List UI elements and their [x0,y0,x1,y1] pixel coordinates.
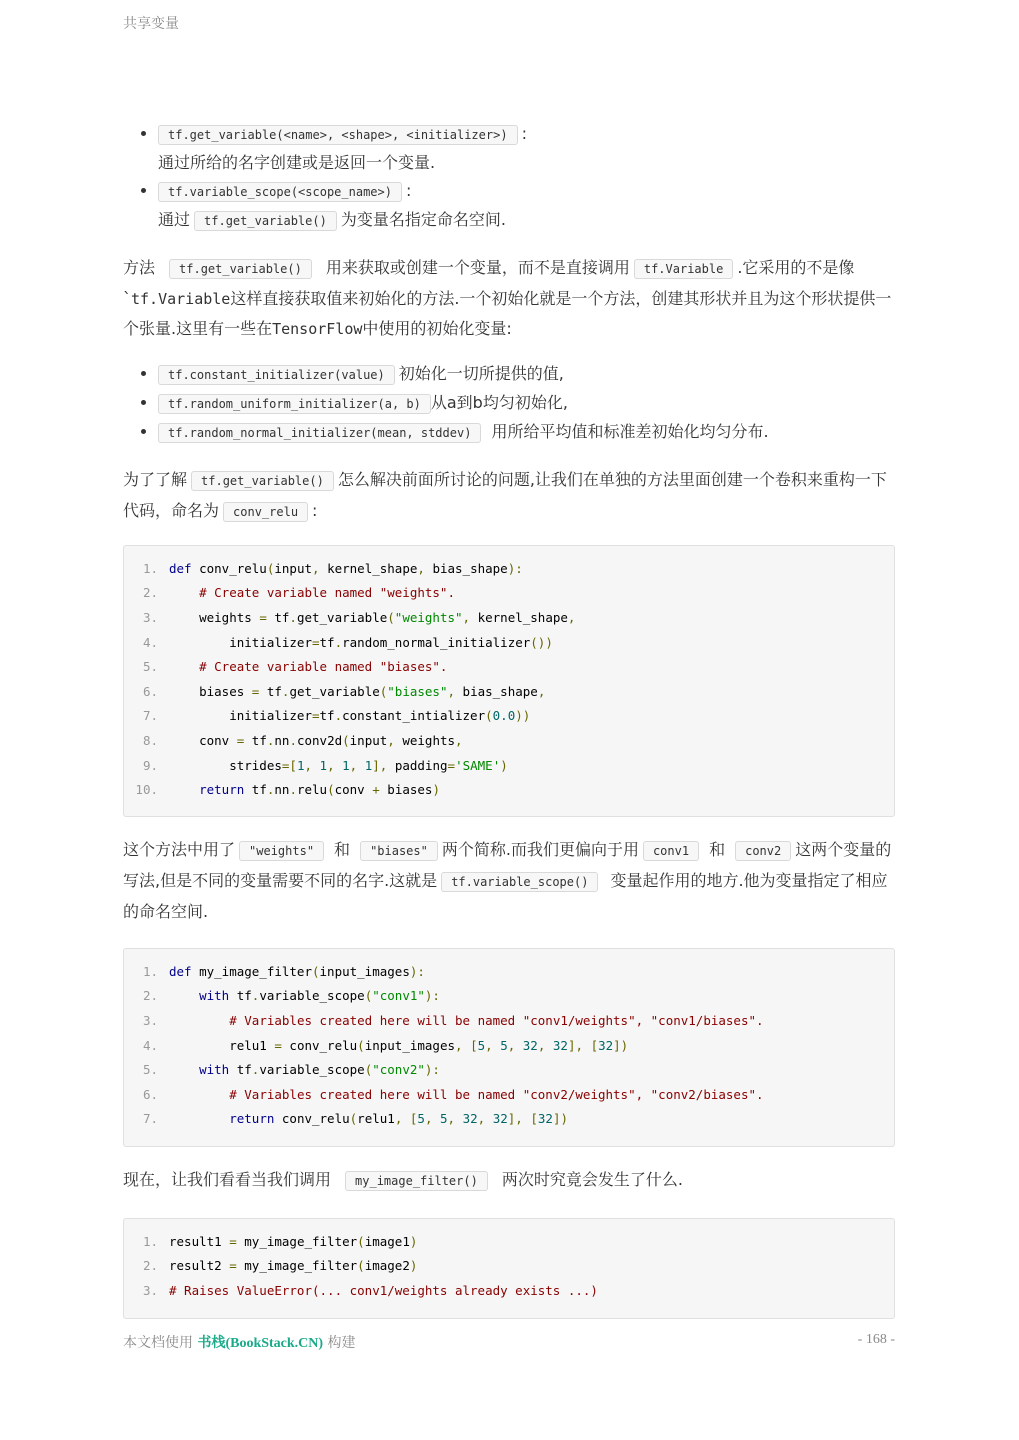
line-number: 4. [142,1037,158,1053]
code-block [123,545,895,817]
code-block [123,948,895,1147]
page-header: 共享变量 [123,16,179,32]
code-text: with tf.variable_scope("conv2"): [199,1062,440,1078]
line-number: 3. [142,609,158,625]
line-number: 7. [142,1111,158,1127]
code-text: # Create variable named "biases". [199,659,448,675]
inline-code: conv1 [643,841,699,861]
paragraph: 现在，让我们看看当我们调用 my_image_filter() 两次时究竟会发生了什么. [123,1170,683,1189]
code-text: biases = tf.get_variable("biases", bias_shape, [169,683,546,699]
line-number: 7. [142,708,158,724]
code-line [124,984,894,1009]
code-line [124,1082,894,1107]
line-number: 1. [142,1233,158,1249]
code-text: # Raises ValueError(... conv1/weights already exists ...) [169,1282,598,1298]
code-text: # Create variable named "weights". [199,585,455,601]
code-text: relu1 = conv_relu(input_images, [5, 5, 32, 32], [32]) [169,1037,629,1053]
code-text: def my_image_filter(input_images): [169,963,425,979]
inline-code: tf.random_uniform_initializer(a, b) [158,394,431,414]
inline-code: tf.get_variable() [194,211,337,231]
code-text: strides=[1, 1, 1, 1], padding='SAME') [169,757,508,773]
line-number: 10. [135,782,158,798]
page-content [123,120,895,1319]
code-block [123,1218,895,1319]
code-line [124,679,894,704]
code-text: result1 = my_image_filter(image1) [169,1233,418,1249]
code-text: return conv_relu(relu1, [5, 5, 32, 32], [32]) [229,1111,569,1127]
line-number: 5. [142,1062,158,1078]
inline-code: tf.random_normal_initializer(mean, stddev) [158,423,481,443]
inline-code: tf.get_variable(<name>, <shape>, <initializer>) [158,125,518,145]
code-line [124,777,894,802]
code-text: def conv_relu(input, kernel_shape, bias_shape): [169,560,523,576]
inline-code: tf.variable_scope(<scope_name>) [158,182,402,202]
list-item: • tf.constant_initializer(value) 初始化一切所提供的值, [158,360,895,389]
code-line [124,1229,894,1254]
code-line [124,654,894,679]
code-text: return tf.nn.relu(conv + biases) [199,782,440,798]
code-line [124,581,894,606]
inline-code: "weights" [239,841,324,861]
line-number: 2. [142,988,158,1004]
page-footer: 本文档使用 书栈(BookStack.CN) 构建 - 168 - [123,1332,895,1351]
code-line [124,1033,894,1058]
code-line [124,704,894,729]
code-line [124,1057,894,1082]
line-number: 3. [142,1012,158,1028]
line-number: 3. [142,1282,158,1298]
code-line [124,1278,894,1303]
code-text: result2 = my_image_filter(image2) [169,1258,418,1274]
code-line [124,728,894,753]
line-number: 6. [142,1086,158,1102]
inline-code: tf.Variable [634,259,733,279]
inline-code: tf.get_variable() [191,471,334,491]
bookstack-link[interactable]: 书栈(BookStack.CN) [197,1336,324,1351]
inline-code: "biases" [360,841,438,861]
list-item: • tf.variable_scope(<scope_name>) : 通过 tf.get_variable() 为变量名指定命名空间. [158,177,895,235]
code-line [124,605,894,630]
code-line [124,1008,894,1033]
code-text: # Variables created here will be named "conv1/weights", "conv1/biases". [229,1012,764,1028]
code-line [124,959,894,984]
code-line [124,1254,894,1279]
line-number: 2. [142,1258,158,1274]
api-bullet-list [123,120,895,235]
list-item-desc: 通过所给的名字创建或是返回一个变量. [158,153,436,172]
line-number: 8. [142,732,158,748]
code-text: weights = tf.get_variable("weights", kernel_shape, [169,609,576,625]
code-text: initializer=tf.constant_intializer(0.0)) [169,708,531,724]
paragraph: 这个方法中用了 "weights" 和 "biases" 两个简称.而我们更偏向于用 conv1 和 conv2 这两个变量的写法,但是不同的变量需要不同的名字.这就是 tf.variable_scope() 变量起作用的地方.他为变量指定了相应的命名空间. [123,840,892,921]
code-text: # Variables created here will be named "conv2/weights", "conv2/biases". [229,1086,764,1102]
code-line [124,630,894,655]
initializer-bullet-list [123,360,895,447]
inline-code: tf.constant_initializer(value) [158,365,395,385]
list-item: • tf.get_variable(<name>, <shape>, <initializer>) : 通过所给的名字创建或是返回一个变量. [158,120,895,177]
code-line [124,556,894,581]
code-line [124,1107,894,1132]
inline-code: tf.variable_scope() [441,872,598,892]
inline-code: conv_relu [223,502,308,522]
line-number: 9. [142,757,158,773]
line-number: 1. [142,963,158,979]
inline-code: tf.get_variable() [169,259,312,279]
code-text: initializer=tf.random_normal_initializer()) [169,634,553,650]
code-text: conv = tf.nn.conv2d(input, weights, [169,732,463,748]
line-number: 1. [142,560,158,576]
line-number: 6. [142,683,158,699]
line-number: 4. [142,634,158,650]
paragraph: 为了了解 tf.get_variable() 怎么解决前面所讨论的问题,让我们在单独的方法里面创建一个卷积来重构一下代码，命名为 conv_relu : [123,470,887,520]
list-item: • tf.random_normal_initializer(mean, stddev) 用所给平均值和标准差初始化均匀分布. [158,418,895,447]
page-number: - 168 - [857,1332,895,1347]
code-text: with tf.variable_scope("conv1"): [199,988,440,1004]
paragraph: 方法 tf.get_variable() 用来获取或创建一个变量，而不是直接调用 tf.Variable .它采用的不是像`tf.Variable这样直接获取值来初始化的方法.一个初始化就是一个方法，创建其形状并且为这个形状提供一个张量.这里有一些在TensorFlow中使用的初始化变量: [123,258,892,338]
line-number: 5. [142,659,158,675]
list-item: • tf.random_uniform_initializer(a, b) 从a到b均匀初始化, [158,389,895,418]
code-line [124,753,894,778]
inline-code: conv2 [735,841,791,861]
line-number: 2. [142,585,158,601]
inline-code: my_image_filter() [345,1171,488,1191]
